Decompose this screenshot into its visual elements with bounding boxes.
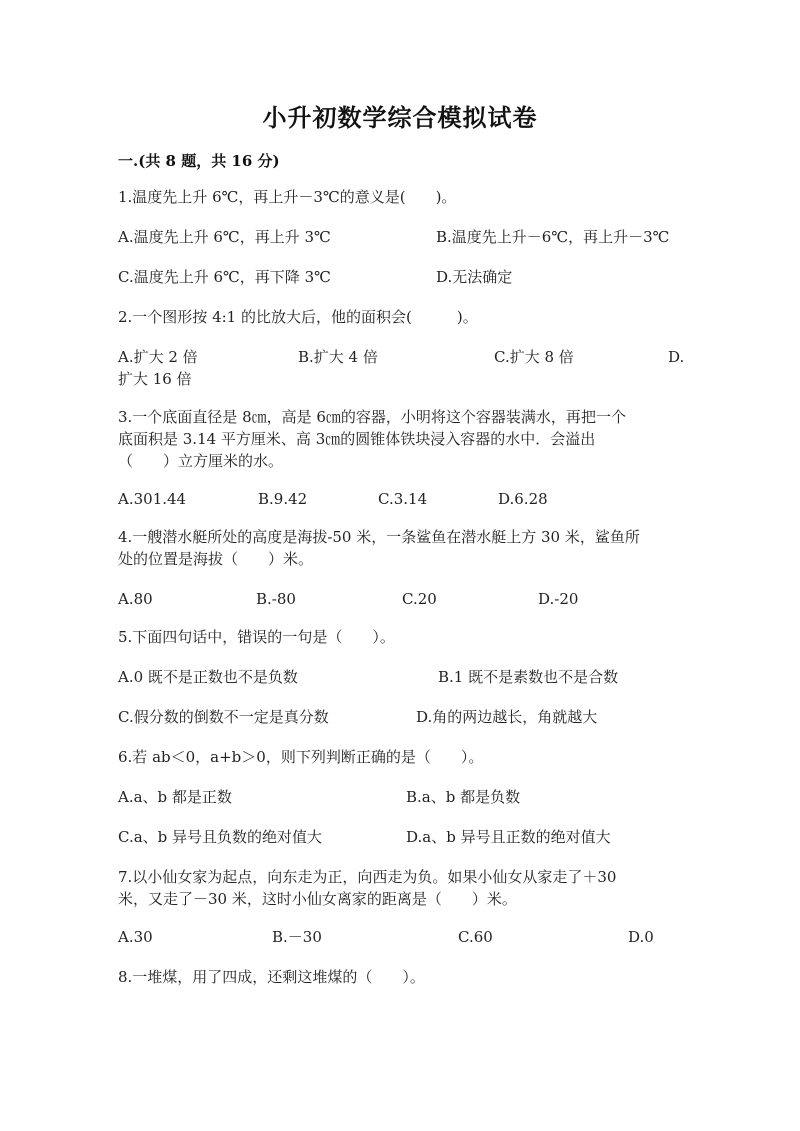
question-1-option-c: C.温度先上升 6℃，再下降 3℃ (118, 268, 331, 286)
question-6-option-b: B.a、b 都是负数 (406, 788, 521, 806)
question-4-stem-line-1: 4.一艘潜水艇所处的高度是海拔-50 米，一条鲨鱼在潜水艇上方 30 米，鲨鱼所 (118, 528, 640, 546)
question-1-option-d: D.无法确定 (436, 268, 513, 286)
question-3-stem-line-1: 3.一个底面直径是 8㎝，高是 6㎝的容器，小明将这个容器装满水，再把一个 (118, 408, 626, 426)
question-5-option-a: A.0 既不是正数也不是负数 (118, 668, 298, 686)
question-2-option-a: A.扩大 2 倍 (118, 348, 198, 366)
question-5-option-d: D.角的两边越长，角就越大 (416, 708, 598, 726)
question-7-option-a: A.30 (118, 928, 153, 946)
question-2-option-d-text: 扩大 16 倍 (118, 370, 192, 388)
question-2-option-b: B.扩大 4 倍 (298, 348, 378, 366)
question-7-option-b: B.－30 (272, 928, 322, 946)
question-6-option-a: A.a、b 都是正数 (118, 788, 232, 806)
question-4-option-c: C.20 (402, 590, 437, 608)
question-2-option-d: D. (668, 348, 685, 366)
question-3-stem-line-3: （ ）立方厘米的水。 (118, 452, 284, 470)
question-3-option-a: A.301.44 (118, 490, 187, 508)
question-4-option-d: D.-20 (538, 590, 579, 608)
question-2-stem: 2.一个图形按 4:1 的比放大后，他的面积会( )。 (118, 308, 478, 326)
question-5-option-b: B.1 既不是素数也不是合数 (438, 668, 619, 686)
question-2-option-c: C.扩大 8 倍 (494, 348, 574, 366)
question-5-option-c: C.假分数的倒数不一定是真分数 (118, 708, 329, 726)
question-4-option-a: A.80 (118, 590, 153, 608)
question-1-option-a: A.温度先上升 6℃，再上升 3℃ (118, 228, 331, 246)
question-3-option-b: B.9.42 (258, 490, 308, 508)
question-7-stem-line-1: 7.以小仙女家为起点，向东走为正，向西走为负。如果小仙女从家走了＋30 (118, 868, 617, 886)
question-4-stem-line-2: 处的位置是海拔（ ）米。 (118, 550, 314, 568)
question-3-option-c: C.3.14 (378, 490, 428, 508)
question-4-option-b: B.-80 (256, 590, 296, 608)
question-6-stem: 6.若 ab＜0，a+b＞0，则下列判断正确的是（ ）。 (118, 748, 484, 766)
question-1-option-b: B.温度先上升－6℃，再上升－3℃ (436, 228, 670, 246)
question-3-stem-line-2: 底面积是 3.14 平方厘米、高 3㎝的圆锥体铁块浸入容器的水中．会溢出 (118, 430, 596, 448)
question-3-option-d: D.6.28 (498, 490, 548, 508)
question-1-stem: 1.温度先上升 6℃，再上升－3℃的意义是( )。 (118, 188, 457, 206)
section-heading: 一.(共 8 题，共 16 分) (118, 152, 280, 170)
question-7-stem-line-2: 米，又走了－30 米，这时小仙女离家的距离是（ ）米。 (118, 890, 517, 908)
question-5-stem: 5.下面四句话中，错误的一句是（ ）。 (118, 628, 395, 646)
exam-title: 小升初数学综合模拟试卷 (262, 103, 538, 132)
question-8-stem: 8.一堆煤，用了四成，还剩这堆煤的（ ）。 (118, 968, 425, 986)
question-6-option-c: C.a、b 异号且负数的绝对值大 (118, 828, 323, 846)
question-7-option-c: C.60 (458, 928, 493, 946)
question-7-option-d: D.0 (628, 928, 654, 946)
question-6-option-d: D.a、b 异号且正数的绝对值大 (406, 828, 611, 846)
